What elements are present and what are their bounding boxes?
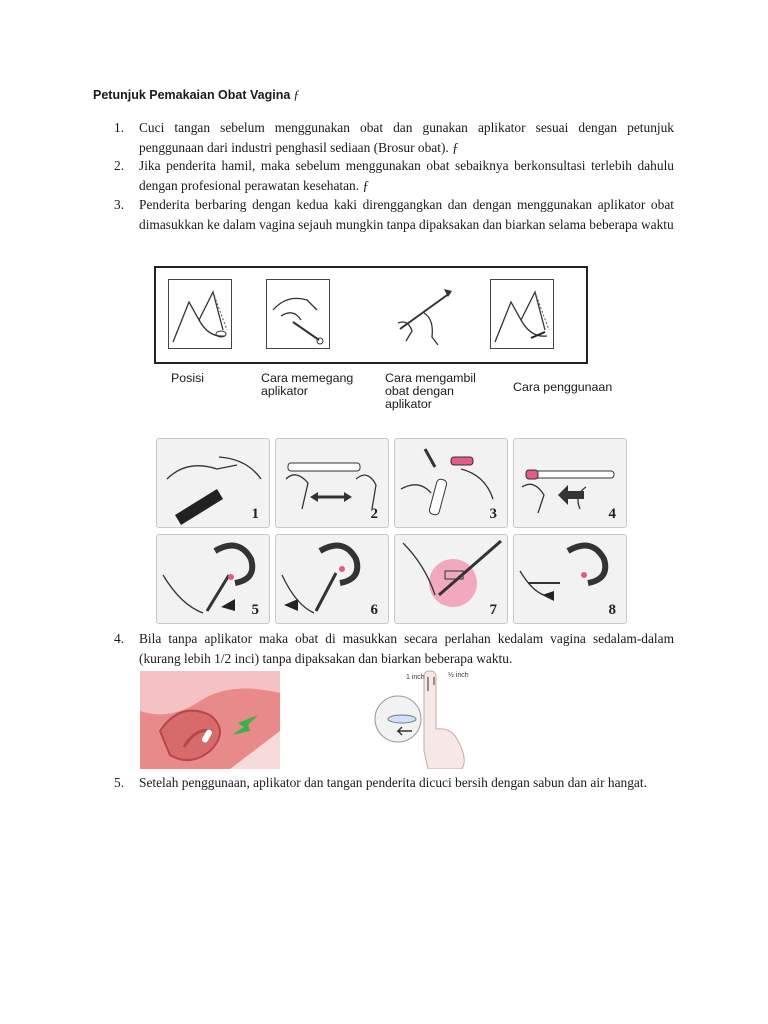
step-panel-4 [513,438,627,528]
mengambil-drawing [394,279,456,347]
step-panel-5 [156,534,270,624]
finger-measurement-illustration [372,669,482,769]
posisi-drawing [169,280,231,348]
finger-measurement-drawing [372,669,482,769]
list-item-4 [114,629,674,668]
caption-posisi: Posisi [171,371,205,385]
step-panel-2 [275,438,389,528]
panel-number: 2 [370,506,378,522]
penggunaan-drawing [491,280,553,348]
caption-penggunaan: Cara penggunaan [513,380,613,394]
panel-number: 8 [608,602,616,618]
panel-number: 6 [370,602,378,618]
item-text: Bila tanpa aplikator maka obat di masukkan secara perlahan kedalam vagina sedalam-dalam (kurang lebih 1/2 inci) tanpa dipaksakan dan biarkan beberapa waktu. [139,631,674,666]
item-text: Penderita berbaring dengan kedua kaki direnggangkan dan dengan menggunakan aplikator obat dimasukkan ke dalam vagina sejauh mungkin tanpa dipaksakan dan biarkan selama beberapa waktu [139,197,674,232]
item-text: Setelah penggunaan, aplikator dan tangan penderita dicuci bersih dengan sabun dan air hangat. [139,775,647,790]
panel-number: 7 [489,602,497,618]
list-item-5 [114,773,674,793]
step-panel-7 [394,534,508,624]
step-panel-1 [156,438,270,528]
title-mark: ƒ [293,88,300,102]
panel-number: 4 [608,506,616,522]
panel-number: 3 [489,506,497,522]
step-panel-8 [513,534,627,624]
anatomy-drawing [140,671,280,769]
application-steps-figure [154,266,588,364]
inch-label: 1 inch [406,674,425,681]
half-inch-label: ½ inch [448,672,469,679]
step-panel-3 [394,438,508,528]
step-panel-6 [275,534,389,624]
item-number: 5. [114,775,125,790]
page-title [93,88,300,103]
list-item-1 [114,118,674,157]
memegang-drawing [267,280,329,348]
caption-mengambil: Cara mengambil obat dengan aplikator [385,371,476,411]
item-number: 2. [114,158,125,173]
panel-number: 5 [251,602,259,618]
posisi-illustration [168,279,232,349]
penggunaan-illustration [490,279,554,349]
anatomy-illustration [140,671,280,769]
list-item-3 [114,195,674,234]
item-number: 4. [114,631,125,646]
memegang-illustration [266,279,330,349]
list-item-2 [114,156,674,195]
item-text: Jika penderita hamil, maka sebelum menggunakan obat sebaiknya berkonsultasi terlebih dahulu dengan profesional perawatan kesehatan. ƒ [139,158,674,193]
title-text: Petunjuk Pemakaian Obat Vagina [93,88,291,102]
caption-memegang: Cara memegang aplikator [261,371,354,398]
item-text: Cuci tangan sebelum menggunakan obat dan gunakan aplikator sesuai dengan petunjuk penggunaan dari industri penghasil sediaan (Brosur obat). ƒ [139,120,674,155]
item-number: 3. [114,197,125,212]
mengambil-illustration [394,279,456,347]
panel-number: 1 [251,506,259,522]
item-number: 1. [114,120,125,135]
